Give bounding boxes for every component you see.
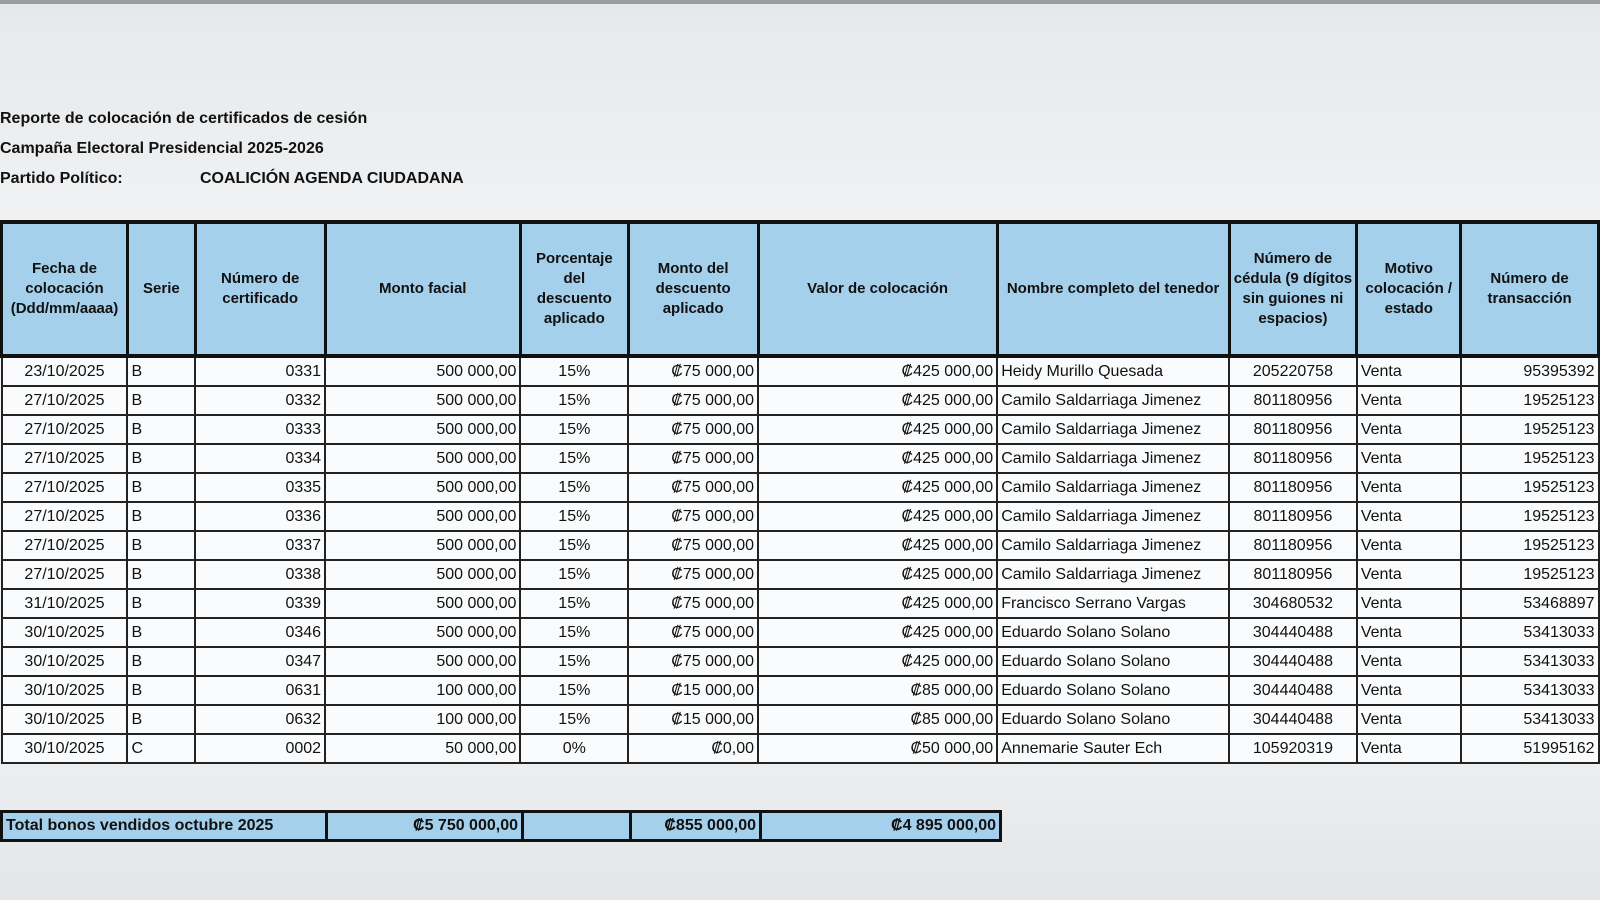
cell-tenedor: Eduardo Solano Solano (997, 647, 1229, 676)
cell-fecha: 30/10/2025 (2, 676, 128, 705)
cell-porcentaje: 15% (520, 705, 628, 734)
cell-cedula: 801180956 (1229, 531, 1357, 560)
cell-valor: ₡425 000,00 (758, 647, 997, 676)
cell-cedula: 801180956 (1229, 415, 1357, 444)
cell-valor: ₡425 000,00 (758, 444, 997, 473)
cell-monto-descuento: ₡75 000,00 (628, 647, 758, 676)
cell-monto-facial: 50 000,00 (325, 734, 520, 763)
cell-motivo: Venta (1357, 560, 1461, 589)
cell-monto-facial: 500 000,00 (325, 647, 520, 676)
cell-motivo: Venta (1357, 356, 1461, 386)
cell-transaccion: 53413033 (1461, 676, 1599, 705)
cell-motivo: Venta (1357, 734, 1461, 763)
cell-transaccion: 19525123 (1461, 502, 1599, 531)
cell-numero: 0347 (195, 647, 325, 676)
cell-motivo: Venta (1357, 473, 1461, 502)
cell-valor: ₡425 000,00 (758, 589, 997, 618)
cell-transaccion: 53413033 (1461, 705, 1599, 734)
cell-monto-descuento: ₡75 000,00 (628, 356, 758, 386)
cell-tenedor: Annemarie Sauter Ech (997, 734, 1229, 763)
column-header-monto-facial: Monto facial (325, 222, 520, 356)
cell-porcentaje: 15% (520, 473, 628, 502)
cell-fecha: 30/10/2025 (2, 705, 128, 734)
cell-monto-descuento: ₡75 000,00 (628, 473, 758, 502)
column-header-fecha: Fecha de colocación (Ddd/mm/aaaa) (2, 222, 128, 356)
cell-fecha: 27/10/2025 (2, 531, 128, 560)
cell-transaccion: 19525123 (1461, 531, 1599, 560)
column-header-serie: Serie (127, 222, 195, 356)
cell-serie: B (127, 386, 195, 415)
table-row (2, 415, 1599, 444)
cell-cedula: 801180956 (1229, 444, 1357, 473)
cell-serie: B (127, 415, 195, 444)
cell-monto-descuento: ₡0,00 (628, 734, 758, 763)
cell-serie: B (127, 502, 195, 531)
cell-numero: 0331 (195, 356, 325, 386)
cell-motivo: Venta (1357, 676, 1461, 705)
cell-monto-descuento: ₡75 000,00 (628, 618, 758, 647)
cell-monto-descuento: ₡75 000,00 (628, 415, 758, 444)
certificates-table (0, 220, 1600, 764)
cell-motivo: Venta (1357, 444, 1461, 473)
certificates-table-container (0, 220, 1600, 764)
cell-cedula: 801180956 (1229, 560, 1357, 589)
cell-cedula: 205220758 (1229, 356, 1357, 386)
cell-valor: ₡425 000,00 (758, 502, 997, 531)
cell-numero: 0335 (195, 473, 325, 502)
cell-tenedor: Camilo Saldarriaga Jimenez (997, 560, 1229, 589)
cell-porcentaje: 15% (520, 618, 628, 647)
table-row (2, 734, 1599, 763)
cell-valor: ₡425 000,00 (758, 356, 997, 386)
cell-tenedor: Camilo Saldarriaga Jimenez (997, 502, 1229, 531)
cell-cedula: 304440488 (1229, 705, 1357, 734)
cell-cedula: 105920319 (1229, 734, 1357, 763)
table-row (2, 386, 1599, 415)
party-line (0, 170, 464, 188)
cell-motivo: Venta (1357, 502, 1461, 531)
cell-monto-descuento: ₡15 000,00 (628, 705, 758, 734)
cell-valor: ₡425 000,00 (758, 531, 997, 560)
cell-transaccion: 19525123 (1461, 473, 1599, 502)
table-row (2, 589, 1599, 618)
cell-fecha: 27/10/2025 (2, 473, 128, 502)
table-row (2, 473, 1599, 502)
table-row (2, 705, 1599, 734)
table-row (2, 647, 1599, 676)
totals-row (2, 812, 1001, 841)
cell-valor: ₡425 000,00 (758, 415, 997, 444)
cell-porcentaje: 15% (520, 356, 628, 386)
cell-cedula: 304440488 (1229, 676, 1357, 705)
cell-serie: B (127, 473, 195, 502)
cell-transaccion: 53413033 (1461, 647, 1599, 676)
cell-porcentaje: 15% (520, 560, 628, 589)
cell-fecha: 27/10/2025 (2, 444, 128, 473)
cell-valor: ₡85 000,00 (758, 705, 997, 734)
cell-porcentaje: 15% (520, 647, 628, 676)
cell-transaccion: 53413033 (1461, 618, 1599, 647)
cell-tenedor: Eduardo Solano Solano (997, 618, 1229, 647)
cell-fecha: 31/10/2025 (2, 589, 128, 618)
cell-serie: B (127, 647, 195, 676)
cell-tenedor: Eduardo Solano Solano (997, 705, 1229, 734)
cell-motivo: Venta (1357, 415, 1461, 444)
cell-motivo: Venta (1357, 589, 1461, 618)
cell-numero: 0334 (195, 444, 325, 473)
top-border-line (0, 0, 1600, 4)
cell-porcentaje: 15% (520, 589, 628, 618)
cell-porcentaje: 15% (520, 502, 628, 531)
cell-valor: ₡425 000,00 (758, 386, 997, 415)
cell-monto-descuento: ₡75 000,00 (628, 444, 758, 473)
campaign-title: Campaña Electoral Presidencial 2025-2026 (0, 140, 324, 157)
cell-serie: B (127, 676, 195, 705)
cell-tenedor: Heidy Murillo Quesada (997, 356, 1229, 386)
cell-cedula: 304440488 (1229, 618, 1357, 647)
cell-motivo: Venta (1357, 705, 1461, 734)
totals-table (0, 810, 1002, 842)
column-header-transaccion: Número de transacción (1461, 222, 1599, 356)
cell-motivo: Venta (1357, 531, 1461, 560)
cell-transaccion: 51995162 (1461, 734, 1599, 763)
cell-monto-facial: 500 000,00 (325, 356, 520, 386)
cell-motivo: Venta (1357, 647, 1461, 676)
cell-fecha: 30/10/2025 (2, 647, 128, 676)
totals-valor: ₡4 895 000,00 (761, 812, 1001, 841)
table-body (2, 356, 1599, 763)
cell-fecha: 27/10/2025 (2, 386, 128, 415)
column-header-numero: Número de certificado (195, 222, 325, 356)
cell-cedula: 304440488 (1229, 647, 1357, 676)
table-header-row (2, 222, 1599, 356)
cell-monto-descuento: ₡75 000,00 (628, 531, 758, 560)
cell-valor: ₡85 000,00 (758, 676, 997, 705)
cell-fecha: 30/10/2025 (2, 618, 128, 647)
totals-monto-facial: ₡5 750 000,00 (327, 812, 523, 841)
cell-monto-facial: 100 000,00 (325, 705, 520, 734)
cell-serie: B (127, 618, 195, 647)
table-row (2, 560, 1599, 589)
cell-monto-facial: 500 000,00 (325, 618, 520, 647)
cell-porcentaje: 15% (520, 676, 628, 705)
column-header-porcentaje: Porcentaje del descuento aplicado (520, 222, 628, 356)
cell-fecha: 27/10/2025 (2, 560, 128, 589)
column-header-monto-descuento: Monto del descuento aplicado (628, 222, 758, 356)
party-name: COALICIÓN AGENDA CIUDADANA (200, 170, 464, 187)
cell-numero: 0632 (195, 705, 325, 734)
totals-monto-descuento: ₡855 000,00 (631, 812, 761, 841)
cell-serie: B (127, 444, 195, 473)
column-header-cedula: Número de cédula (9 dígitos sin guiones ni espacios) (1229, 222, 1357, 356)
cell-transaccion: 19525123 (1461, 386, 1599, 415)
cell-valor: ₡425 000,00 (758, 618, 997, 647)
cell-cedula: 801180956 (1229, 473, 1357, 502)
cell-porcentaje: 15% (520, 415, 628, 444)
cell-valor: ₡425 000,00 (758, 473, 997, 502)
cell-motivo: Venta (1357, 618, 1461, 647)
cell-fecha: 30/10/2025 (2, 734, 128, 763)
cell-monto-facial: 500 000,00 (325, 589, 520, 618)
cell-serie: C (127, 734, 195, 763)
cell-tenedor: Camilo Saldarriaga Jimenez (997, 415, 1229, 444)
totals-container (0, 810, 1002, 842)
cell-cedula: 304680532 (1229, 589, 1357, 618)
cell-serie: B (127, 531, 195, 560)
cell-numero: 0337 (195, 531, 325, 560)
cell-numero: 0346 (195, 618, 325, 647)
cell-numero: 0338 (195, 560, 325, 589)
totals-label: Total bonos vendidos octubre 2025 (2, 812, 327, 841)
cell-numero: 0631 (195, 676, 325, 705)
cell-tenedor: Camilo Saldarriaga Jimenez (997, 444, 1229, 473)
cell-valor: ₡425 000,00 (758, 560, 997, 589)
cell-monto-descuento: ₡75 000,00 (628, 560, 758, 589)
column-header-valor: Valor de colocación (758, 222, 997, 356)
cell-monto-descuento: ₡75 000,00 (628, 589, 758, 618)
cell-monto-facial: 500 000,00 (325, 444, 520, 473)
table-row (2, 502, 1599, 531)
cell-cedula: 801180956 (1229, 386, 1357, 415)
cell-monto-descuento: ₡75 000,00 (628, 502, 758, 531)
cell-fecha: 23/10/2025 (2, 356, 128, 386)
cell-numero: 0002 (195, 734, 325, 763)
cell-transaccion: 95395392 (1461, 356, 1599, 386)
cell-serie: B (127, 356, 195, 386)
cell-tenedor: Camilo Saldarriaga Jimenez (997, 531, 1229, 560)
table-row (2, 444, 1599, 473)
party-label: Partido Político: (0, 170, 123, 187)
cell-monto-descuento: ₡75 000,00 (628, 386, 758, 415)
cell-tenedor: Francisco Serrano Vargas (997, 589, 1229, 618)
cell-tenedor: Eduardo Solano Solano (997, 676, 1229, 705)
cell-cedula: 801180956 (1229, 502, 1357, 531)
cell-numero: 0332 (195, 386, 325, 415)
cell-monto-facial: 500 000,00 (325, 502, 520, 531)
cell-motivo: Venta (1357, 386, 1461, 415)
cell-monto-facial: 500 000,00 (325, 415, 520, 444)
cell-porcentaje: 15% (520, 444, 628, 473)
column-header-tenedor: Nombre completo del tenedor (997, 222, 1229, 356)
cell-numero: 0339 (195, 589, 325, 618)
cell-monto-facial: 500 000,00 (325, 560, 520, 589)
cell-tenedor: Camilo Saldarriaga Jimenez (997, 473, 1229, 502)
cell-transaccion: 19525123 (1461, 560, 1599, 589)
cell-fecha: 27/10/2025 (2, 502, 128, 531)
cell-monto-facial: 100 000,00 (325, 676, 520, 705)
cell-tenedor: Camilo Saldarriaga Jimenez (997, 386, 1229, 415)
report-title: Reporte de colocación de certificados de cesión (0, 110, 368, 127)
cell-serie: B (127, 589, 195, 618)
cell-transaccion: 19525123 (1461, 444, 1599, 473)
table-row (2, 356, 1599, 386)
cell-transaccion: 19525123 (1461, 415, 1599, 444)
column-header-motivo: Motivo colocación / estado (1357, 222, 1461, 356)
cell-valor: ₡50 000,00 (758, 734, 997, 763)
cell-fecha: 27/10/2025 (2, 415, 128, 444)
table-row (2, 618, 1599, 647)
cell-serie: B (127, 705, 195, 734)
cell-monto-descuento: ₡15 000,00 (628, 676, 758, 705)
table-row (2, 531, 1599, 560)
cell-monto-facial: 500 000,00 (325, 473, 520, 502)
cell-porcentaje: 0% (520, 734, 628, 763)
table-row (2, 676, 1599, 705)
cell-monto-facial: 500 000,00 (325, 531, 520, 560)
cell-porcentaje: 15% (520, 386, 628, 415)
cell-transaccion: 53468897 (1461, 589, 1599, 618)
totals-porcentaje (523, 812, 631, 841)
cell-porcentaje: 15% (520, 531, 628, 560)
cell-serie: B (127, 560, 195, 589)
cell-numero: 0336 (195, 502, 325, 531)
cell-numero: 0333 (195, 415, 325, 444)
cell-monto-facial: 500 000,00 (325, 386, 520, 415)
